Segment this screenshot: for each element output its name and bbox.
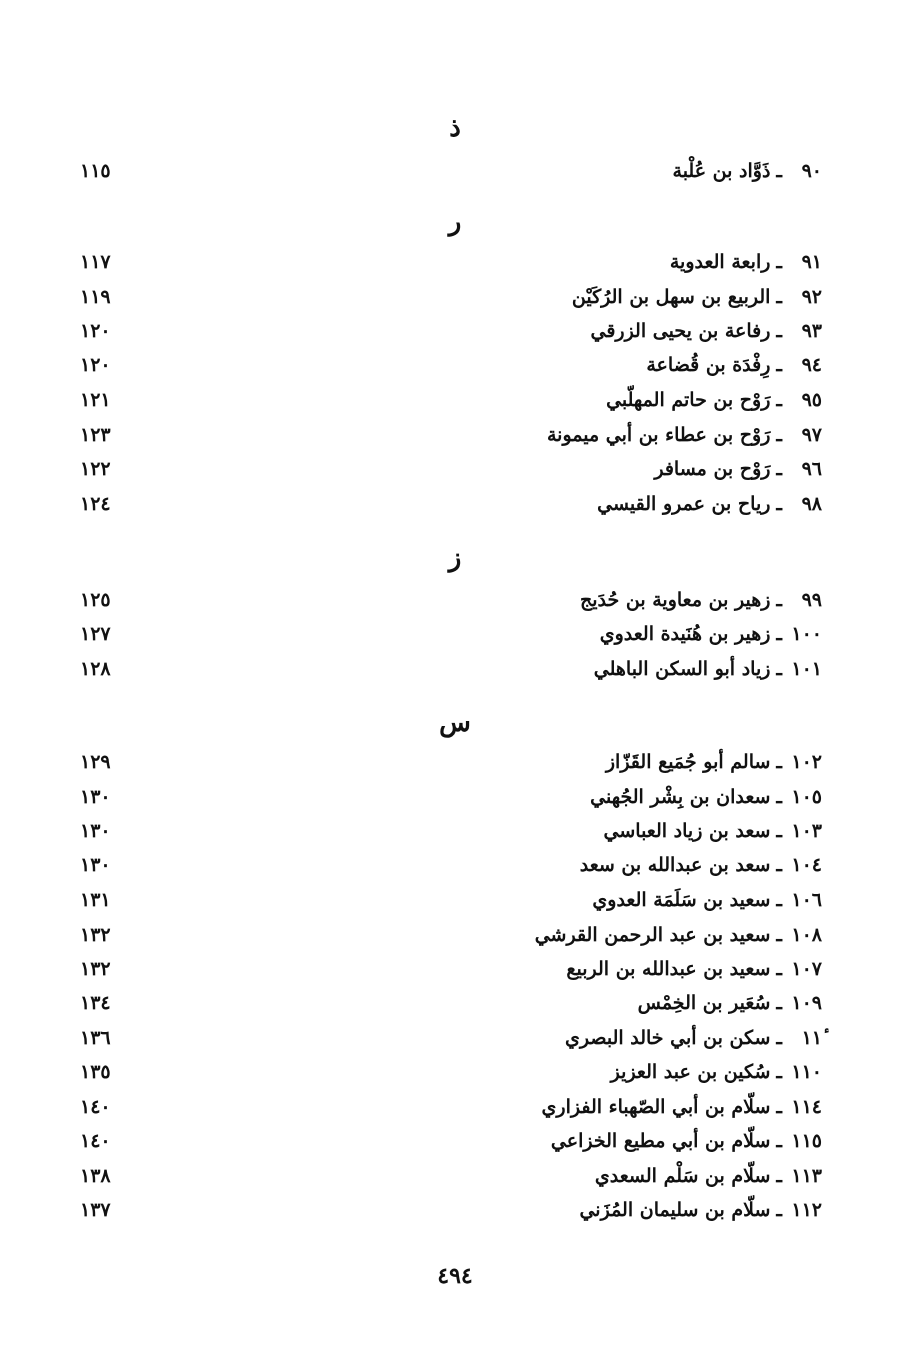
entry-title [142, 1124, 822, 1158]
entry-name: رَوْح بن حاتم المهلّبي [606, 389, 771, 411]
index-entry [0, 986, 910, 1020]
entry-name: سكن بن أبي خالد البصري [565, 1027, 771, 1049]
entry-dash: ـ [776, 424, 782, 446]
index-entry [0, 383, 910, 417]
entry-title [142, 952, 822, 986]
entry-number: ١١٤ [791, 1096, 822, 1118]
entry-dash: ـ [776, 623, 782, 645]
entry-name: سالم أبو جُمَيع القَزّاز [605, 751, 771, 773]
index-entry [0, 1193, 910, 1227]
entry-name: زهير بن هُنَيدة العدوي [599, 623, 771, 645]
entry-number: ١٠٤ [791, 854, 822, 876]
entry-dash: ـ [776, 658, 782, 680]
index-entry [0, 780, 910, 814]
section-header: ر [448, 207, 462, 237]
entry-title [142, 348, 822, 382]
entry-dash: ـ [776, 1199, 782, 1221]
entry-page-number: ١٣٢ [80, 924, 111, 946]
entry-page-number: ١١٩ [80, 286, 111, 308]
entry-name: رابعة العدوية [669, 251, 771, 273]
entry-dash: ـ [776, 1165, 782, 1187]
index-entry [0, 583, 910, 617]
entry-number: ٩٥ [801, 389, 822, 411]
entry-page-number: ١١٥ [80, 160, 111, 182]
entry-name: رياح بن عمرو القيسي [597, 493, 771, 515]
entry-dash: ـ [776, 924, 782, 946]
entry-dash: ـ [776, 1027, 782, 1049]
index-entry [0, 487, 910, 521]
entry-number: ١١٣ [791, 1165, 822, 1187]
entry-page-number: ١٣٠ [80, 786, 111, 808]
entry-name: الربيع بن سهل بن الرُكَيْن [571, 286, 771, 308]
entry-title [142, 848, 822, 882]
entry-number: ٩٢ [801, 286, 822, 308]
entry-dash: ـ [776, 354, 782, 376]
entry-title [142, 383, 822, 417]
entry-title [142, 314, 822, 348]
index-entry [0, 348, 910, 382]
entry-name: زهير بن معاوية بن حُدَيج [579, 589, 771, 611]
entry-title [142, 617, 822, 651]
index-entry [0, 154, 910, 188]
entry-title [142, 1193, 822, 1227]
entry-number: ٩٧ [801, 424, 822, 446]
entry-number: ١٠٩ [791, 992, 822, 1014]
entry-name: سلّام بن سَلْم السعدي [594, 1165, 771, 1187]
entry-page-number: ١٢٨ [80, 658, 111, 680]
entry-dash: ـ [776, 1130, 782, 1152]
entry-name: سلّام بن سليمان المُزَني [579, 1199, 771, 1221]
entry-name: رَوْح بن عطاء بن أبي ميمونة [546, 424, 771, 446]
entry-number: ٩٠ [801, 160, 822, 182]
index-entry [0, 814, 910, 848]
entry-title [142, 652, 822, 686]
entry-name: رفاعة بن يحيى الزرقي [590, 320, 771, 342]
entry-number: ١١٢ [791, 1199, 822, 1221]
index-entry [0, 918, 910, 952]
entry-dash: ـ [776, 286, 782, 308]
index-entry [0, 745, 910, 779]
entry-number: ١١ٔ [801, 1027, 822, 1049]
section-header: ز [448, 543, 462, 573]
entry-title [142, 918, 822, 952]
entry-dash: ـ [776, 251, 782, 273]
entry-title [142, 745, 822, 779]
index-entry [0, 452, 910, 486]
entry-name: سُكين بن عبد العزيز [610, 1061, 771, 1083]
entry-title [142, 452, 822, 486]
index-entry [0, 883, 910, 917]
entry-title [142, 1090, 822, 1124]
entry-dash: ـ [776, 320, 782, 342]
entry-title [142, 780, 822, 814]
entry-title [142, 280, 822, 314]
entry-name: سعيد بن سَلَمَة العدوي [592, 889, 771, 911]
entry-dash: ـ [776, 589, 782, 611]
entry-number: ١٠١ [791, 658, 822, 680]
entry-dash: ـ [776, 1061, 782, 1083]
entry-name: سلّام بن أبي مطيع الخزاعي [550, 1130, 771, 1152]
entry-title [142, 583, 822, 617]
entry-number: ١٠٥ [791, 786, 822, 808]
entry-dash: ـ [776, 1096, 782, 1118]
entry-dash: ـ [776, 820, 782, 842]
index-entry [0, 848, 910, 882]
entry-page-number: ١٣٤ [80, 992, 111, 1014]
entry-number: ١٠٨ [791, 924, 822, 946]
index-entry [0, 314, 910, 348]
index-entry [0, 418, 910, 452]
page-number: ٤٩٤ [437, 1263, 473, 1289]
entry-name: سلّام بن أبي الصّهباء الفزاري [541, 1096, 771, 1118]
entry-page-number: ١٣٥ [80, 1061, 111, 1083]
entry-title [142, 986, 822, 1020]
entry-title [142, 1021, 822, 1055]
entry-page-number: ١٤٠ [80, 1130, 111, 1152]
entry-number: ١٠٠ [791, 623, 822, 645]
entry-name: سعد بن زياد العباسي [603, 820, 771, 842]
entry-page-number: ١٢٤ [80, 493, 111, 515]
entry-page-number: ١٢٢ [80, 458, 111, 480]
entry-number: ١١٥ [791, 1130, 822, 1152]
entry-page-number: ١٢١ [80, 389, 111, 411]
entry-page-number: ١٣١ [80, 889, 111, 911]
index-entry [0, 245, 910, 279]
entry-page-number: ١١٧ [80, 251, 111, 273]
entry-number: ١٠٧ [791, 958, 822, 980]
section-header: ذ [449, 113, 461, 143]
entry-name: زياد أبو السكن الباهلي [593, 658, 771, 680]
entry-dash: ـ [776, 493, 782, 515]
entry-number: ٩٤ [801, 354, 822, 376]
entry-name: ذَوَّاد بن عُلْبة [672, 160, 771, 182]
entry-title [142, 487, 822, 521]
entry-name: سُعَير بن الخِمْس [637, 992, 771, 1014]
entry-number: ٩٩ [801, 589, 822, 611]
entry-name: سعيد بن عبد الرحمن القرشي [534, 924, 771, 946]
entry-page-number: ١٢٩ [80, 751, 111, 773]
entry-dash: ـ [776, 751, 782, 773]
entry-number: ٩٣ [801, 320, 822, 342]
index-entry [0, 280, 910, 314]
index-entry [0, 1021, 910, 1055]
entry-title [142, 1055, 822, 1089]
entry-name: رِفْدَة بن قُضاعة [646, 354, 771, 376]
index-entry [0, 652, 910, 686]
index-entry [0, 1055, 910, 1089]
entry-page-number: ١٤٠ [80, 1096, 111, 1118]
entry-title [142, 245, 822, 279]
entry-dash: ـ [776, 958, 782, 980]
entry-dash: ـ [776, 458, 782, 480]
entry-dash: ـ [776, 786, 782, 808]
entry-page-number: ١٢٠ [80, 354, 111, 376]
index-entry [0, 617, 910, 651]
entry-title [142, 154, 822, 188]
entry-dash: ـ [776, 160, 782, 182]
entry-dash: ـ [776, 992, 782, 1014]
entry-page-number: ١٣٦ [80, 1027, 111, 1049]
entry-number: ١١٠ [791, 1061, 822, 1083]
entry-name: سعد بن عبدالله بن سعد [579, 854, 771, 876]
entry-name: رَوْح بن مسافر [654, 458, 771, 480]
entry-title [142, 418, 822, 452]
entry-number: ١٠٦ [791, 889, 822, 911]
entry-page-number: ١٢٥ [80, 589, 111, 611]
entry-page-number: ١٣٨ [80, 1165, 111, 1187]
entry-dash: ـ [776, 854, 782, 876]
entry-title [142, 883, 822, 917]
entry-page-number: ١٢٣ [80, 424, 111, 446]
index-entry [0, 1159, 910, 1193]
entry-number: ١٠٣ [791, 820, 822, 842]
entry-dash: ـ [776, 389, 782, 411]
index-entry [0, 952, 910, 986]
entry-title [142, 1159, 822, 1193]
index-entry [0, 1090, 910, 1124]
entry-number: ٩٦ [801, 458, 822, 480]
entry-page-number: ١٣٠ [80, 820, 111, 842]
entry-dash: ـ [776, 889, 782, 911]
entry-name: سعيد بن عبدالله بن الربيع [566, 958, 771, 980]
entry-title [142, 814, 822, 848]
entry-page-number: ١٣٠ [80, 854, 111, 876]
section-header: س [439, 708, 471, 738]
entry-name: سعدان بن بِشْر الجُهني [590, 786, 771, 808]
entry-page-number: ١٢٠ [80, 320, 111, 342]
entry-page-number: ١٢٧ [80, 623, 111, 645]
entry-page-number: ١٣٢ [80, 958, 111, 980]
entry-number: ١٠٢ [791, 751, 822, 773]
entry-number: ٩١ [801, 251, 822, 273]
entry-number: ٩٨ [801, 493, 822, 515]
entry-page-number: ١٣٧ [80, 1199, 111, 1221]
index-entry [0, 1124, 910, 1158]
